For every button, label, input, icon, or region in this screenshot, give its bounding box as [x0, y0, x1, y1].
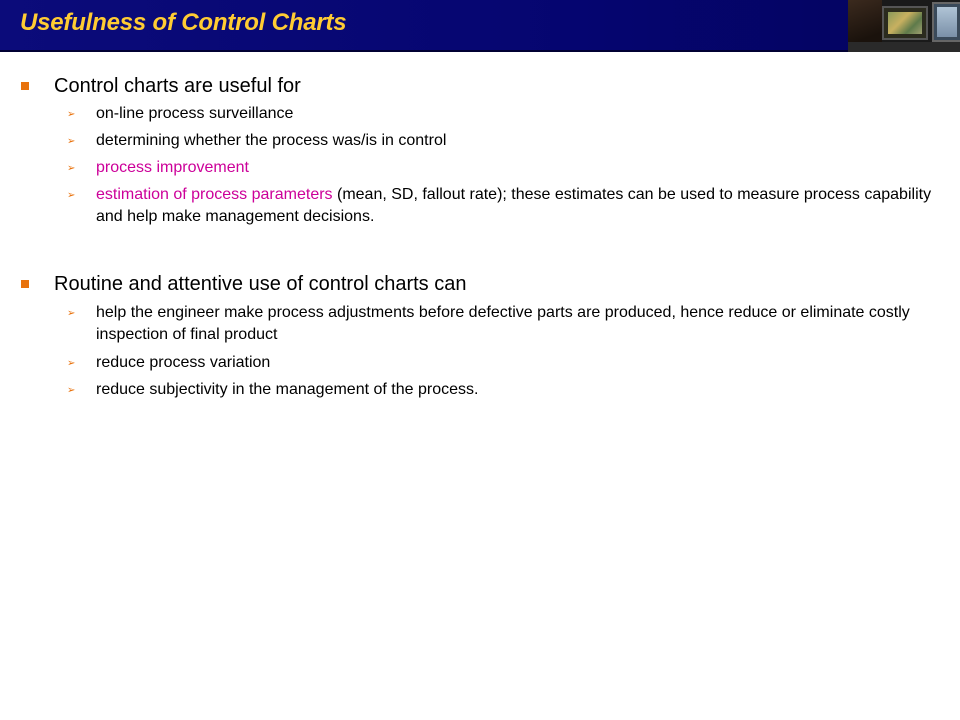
arrow-bullet-icon: ➢ — [67, 163, 76, 174]
arrow-bullet-icon: ➢ — [67, 385, 76, 396]
photo-monitor — [882, 6, 928, 40]
slide-header — [0, 0, 960, 52]
photo-monitor-secondary — [932, 2, 960, 42]
square-bullet-icon — [21, 280, 29, 288]
photo-desk — [848, 42, 960, 52]
arrow-bullet-icon: ➢ — [67, 358, 76, 369]
arrow-bullet-icon: ➢ — [67, 109, 76, 120]
arrow-bullet-icon: ➢ — [67, 190, 76, 201]
item-text: (mean, SD, fallout rate); these estimates can be used to measure process capability and help make management decisions. — [96, 186, 932, 225]
arrow-bullet-icon: ➢ — [67, 136, 76, 147]
header-photo — [848, 0, 960, 52]
square-bullet-icon — [21, 82, 29, 90]
slide-title: Usefulness of Control Charts — [20, 9, 347, 36]
highlight-text: estimation of process parameters — [96, 186, 333, 203]
arrow-bullet-icon: ➢ — [67, 308, 76, 319]
